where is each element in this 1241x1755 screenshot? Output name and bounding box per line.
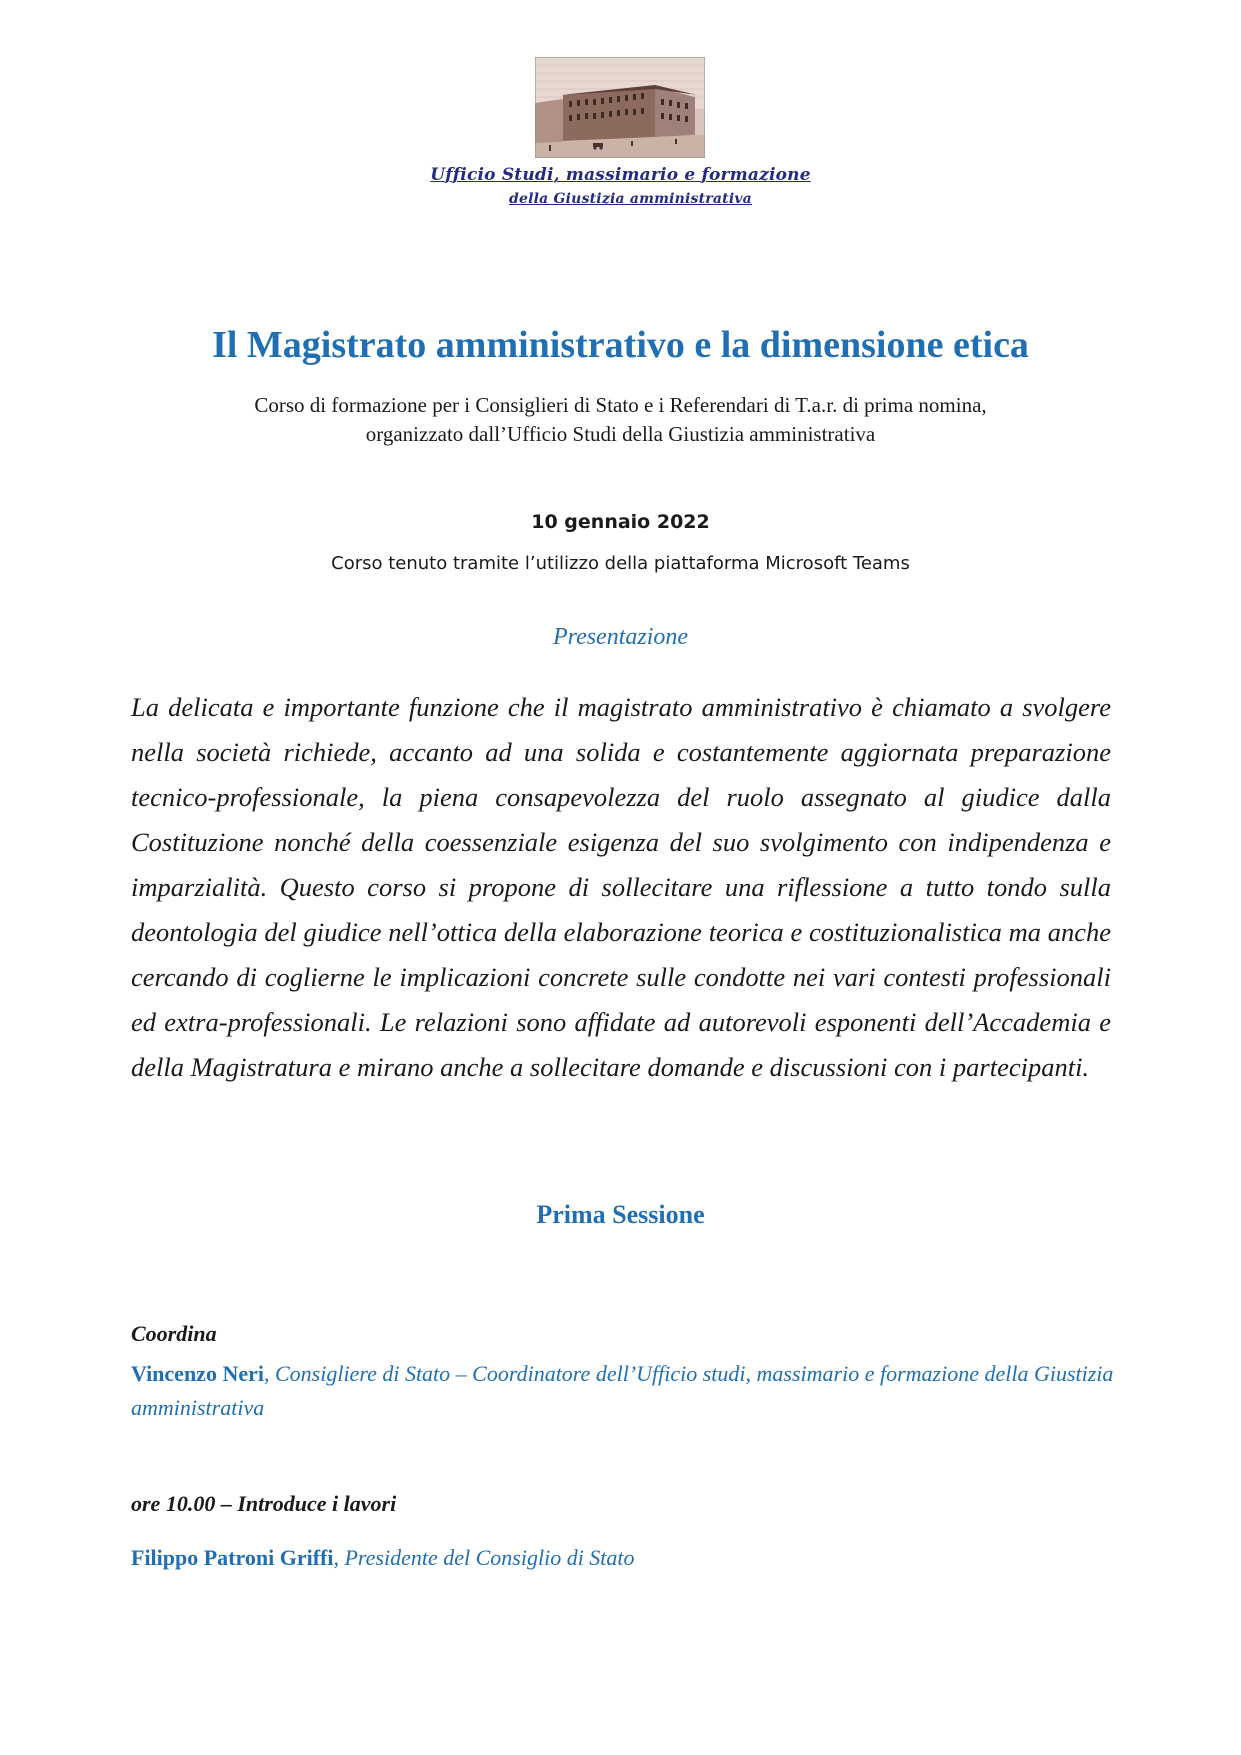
coordinator-entry xyxy=(131,1357,1121,1425)
coordinator-role: , Consigliere di Stato – Coordinatore dell’Ufficio studi, massimario e formazione della Giustizia amministrativa xyxy=(131,1361,1114,1420)
document-title: Il Magistrato amministrativo e la dimensione etica xyxy=(212,324,1029,366)
session-time: ore 10.00 – Introduce i lavori xyxy=(131,1491,397,1516)
event-platform: Corso tenuto tramite l’utilizzo della piattaforma Microsoft Teams xyxy=(331,553,910,574)
coordina-label: Coordina xyxy=(131,1321,217,1346)
palace-engraving-image xyxy=(535,57,705,158)
presentation-body: La delicata e importante funzione che il magistrato amministrativo è chiamato a svolgere nella società richiede, accanto ad una solida e costantemente aggiornata preparazione tecnico-professionale, la piena consapevolezza del ruolo assegnato al giudice dalla Costituzione nonché della coessenziale esigenza del suo svolgimento con indipendenza e imparzialità. Questo corso si propone di sollecitare una riflessione a tutto tondo sulla deontologia del giudice nell’ottica della elaborazione teorica e costituzionalistica ma anche cercando di coglierne le implicazioni concrete sulle condotte nei vari contesti professionali ed extra-professionali. Le relazioni sono affidate ad autorevoli esponenti dell’Accademia e della Magistratura e mirano anche a sollecitare domande e discussioni con i partecipanti. xyxy=(131,692,1111,1082)
course-description-line-1: Corso di formazione per i Consiglieri di Stato e i Referendari di T.a.r. di prima nomina, xyxy=(254,393,987,417)
presentation-heading: Presentazione xyxy=(552,624,689,650)
introducer-role: , Presidente del Consiglio di Stato xyxy=(333,1545,635,1570)
course-description-line-2: organizzato dall’Ufficio Studi della Giustizia amministrativa xyxy=(365,422,876,446)
office-name-line-1: Ufficio Studi, massimario e formazione xyxy=(430,165,811,185)
introducer-entry xyxy=(131,1545,1121,1571)
introducer-name: Filippo Patroni Griffi xyxy=(131,1545,334,1570)
course-description xyxy=(0,391,1241,449)
event-date: 10 gennaio 2022 xyxy=(531,511,710,533)
coordinator-name: Vincenzo Neri xyxy=(131,1361,264,1386)
session-heading: Prima Sessione xyxy=(536,1200,705,1229)
office-name-line-2: della Giustizia amministrativa xyxy=(509,191,752,207)
